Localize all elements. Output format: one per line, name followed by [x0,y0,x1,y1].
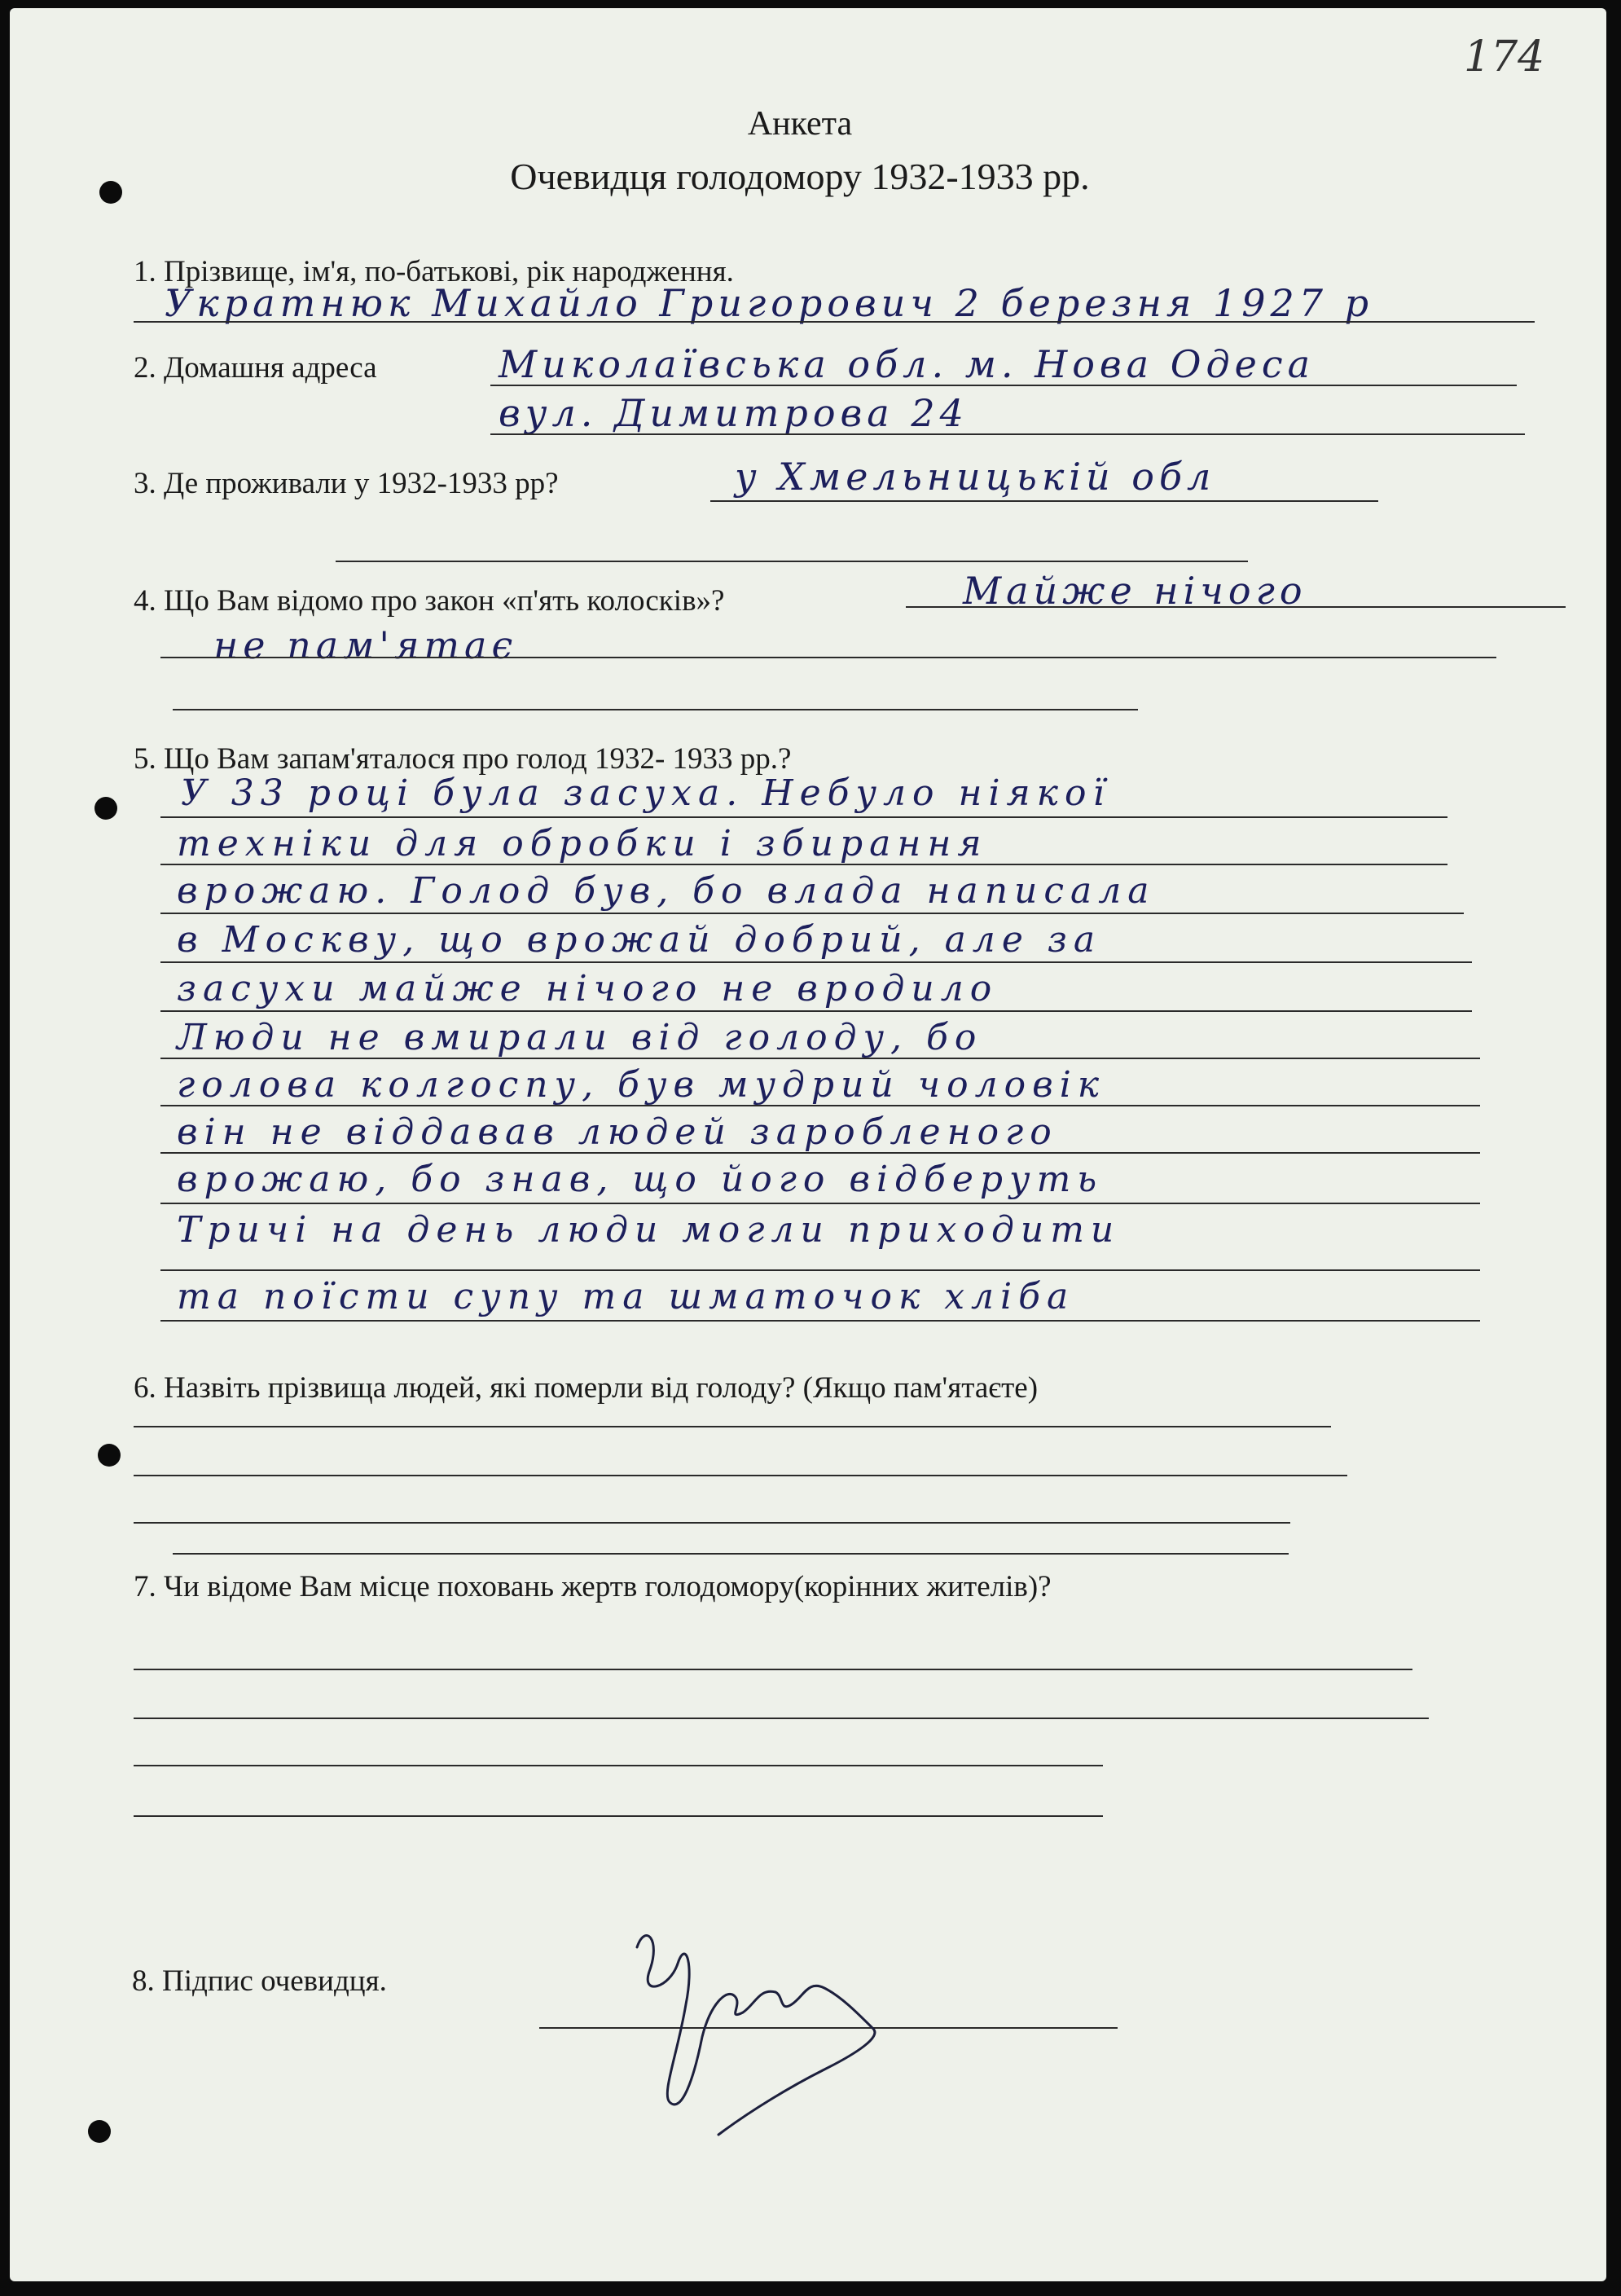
answer-line [336,561,1248,562]
answer-5-text-line-11: та поїсти супу та шматочок хліба [177,1276,1075,1317]
answer-line [173,1553,1289,1555]
document-page [10,8,1606,2281]
answer-5-text-line-6: Люди не вмирали від голоду, бо [177,1017,983,1058]
answer-5-text-line-8: він не віддавав людей заробленого [177,1111,1058,1153]
answer-5-text-line-3: врожаю. Голод був, бо влада написала [177,870,1156,912]
handwritten-signature [613,1915,922,2151]
form-subtitle: Очевидця голодомору 1932-1933 рр. [510,156,1090,197]
answer-line [906,606,1566,608]
answer-line [134,1765,1103,1766]
answer-line [160,657,1496,658]
form-title: Анкета [747,105,853,143]
answer-1-text: Укратнюк Михайло Григорович 2 березня 1927 р [165,281,1374,325]
answer-5-text-line-5: засухи майже нічого не вродило [177,968,999,1009]
question-5-label: 5. Що Вам запам'яталося про голод 1932- 1933 рр.? [134,742,792,776]
answer-line [160,913,1464,914]
punch-hole [88,2120,111,2143]
question-4-label: 4. Що Вам відомо про закон «п'ять колосків»? [134,584,725,618]
answer-2-text-line-1: Миколаївська обл. м. Нова Одеса [499,342,1316,386]
answer-line [490,433,1525,435]
answer-line [134,1522,1290,1524]
answer-line [134,1475,1347,1476]
answer-line [134,1815,1103,1817]
answer-line [134,1426,1331,1427]
answer-5-text-line-2: техніки для обробки і збирання [177,823,988,864]
question-2-label: 2. Домашня адреса [134,351,377,385]
answer-line [160,1203,1480,1204]
answer-line [160,864,1447,865]
question-8-label: 8. Підпис очевидця. [132,1964,387,1998]
answer-line [134,321,1535,323]
answer-line [710,500,1378,502]
answer-5-text-line-4: в Москву, що врожай добрий, але за [177,919,1102,961]
answer-line [160,1010,1472,1012]
question-3-label: 3. Де проживали у 1932-1933 рр? [134,467,559,500]
punch-hole [94,797,117,820]
answer-4-text-line-2: не пам'ятає [213,623,518,667]
answer-line [134,1718,1429,1719]
question-1-label: 1. Прізвище, ім'я, по-батькові, рік народження. [134,255,734,288]
answer-line [173,709,1138,710]
answer-line [160,1152,1480,1154]
answer-line [490,385,1517,386]
punch-hole [98,1444,121,1467]
answer-line [160,961,1472,963]
answer-5-text-line-1: У 33 році була засуха. Небуло ніякої [181,772,1111,814]
answer-5-text-line-7: голова колгоспу, був мудрий чоловік [177,1064,1106,1106]
answer-line [160,816,1447,818]
answer-line [160,1058,1480,1059]
answer-line [160,1320,1480,1322]
archive-page-number: 174 [1464,33,1545,81]
question-6-label: 6. Назвіть прізвища людей, які померли від голоду? (Якщо пам'ятаєте) [134,1371,1039,1405]
answer-5-text-line-9: врожаю, бо знав, що його відберуть [177,1159,1104,1200]
answer-5-text-line-10: Тричі на день люди могли приходити [177,1209,1121,1251]
answer-line [134,1669,1412,1670]
answer-2-text-line-2: вул. Димитрова 24 [499,391,969,435]
answer-line [160,1269,1480,1271]
answer-line [160,1105,1480,1106]
answer-3-text: у Хмельницькій обл [735,455,1216,499]
question-7-label: 7. Чи відоме Вам місце поховань жертв голодомору(корінних жителів)? [134,1570,1052,1603]
answer-4-text-line-1: Майже нічого [963,569,1307,613]
